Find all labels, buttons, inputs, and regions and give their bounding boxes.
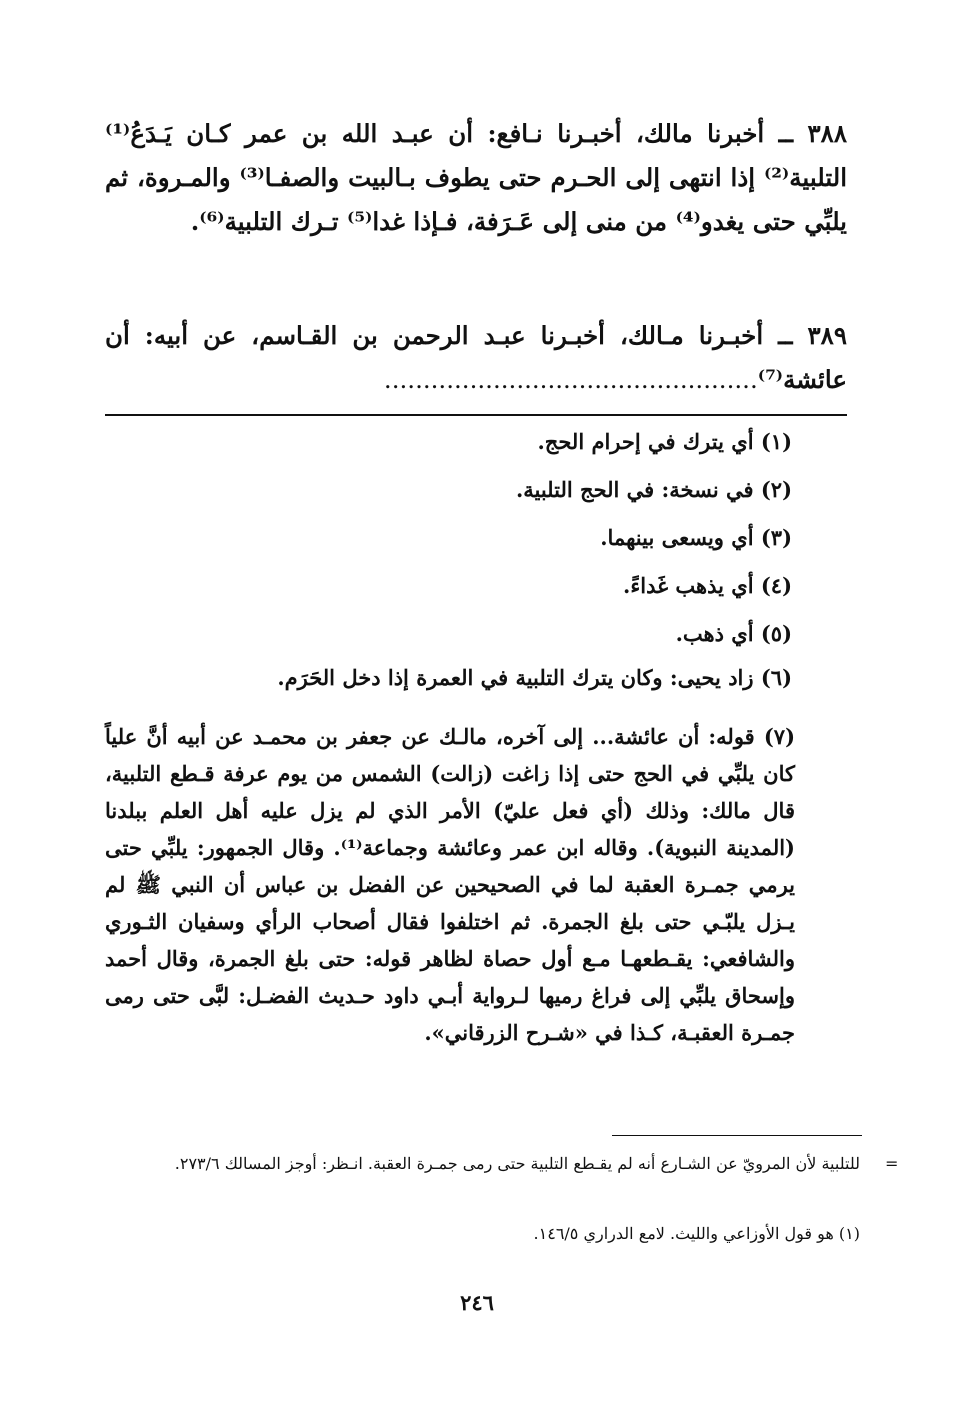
sub-footnote-separator bbox=[612, 1135, 862, 1136]
footnote-4: (٤) أي يذهب غَداءً. bbox=[623, 573, 792, 598]
footnote-7: (٧) قوله: أن عائشة... إلى آخره، مالـك عن جعفر بن محمـد عن أبيه أنَّ علياً كان يلبِّي في الحج حتى إذا زاغت (زالت) الشمس من يوم عرفة قـطع التلبية، قال مالك: وذلك (أي فعل عليّ) الأمر الذي لم يزل عليه أهل العلم ببلدنا (المدينة النبوية). وقاله ابن عمر وعائشة وجماعة⁽¹⁾. وقال الجمهور: يلبِّي حتى يرمي جمـرة العقبة لما في الصحيحين عن الفضل بن عباس أن النبي ﷺ لم يـزل يلبّـي حتى بلغ الجمرة. ثم اختلفوا فقال أصحاب الرأي وسفيان الثـوري والشافعي: يقـطعهـا مـع أول حصاة لظاهر قوله: حتى بلغ الجمرة، وقال أحمد وإسحاق يلبِّي إلى فراغ رميها لـرواية أبـي داود حـديث الفضـل: لبَّى حتى رمى جمـرة العقبـة، كـذا في «شـرح الزرقاني». bbox=[105, 724, 795, 1045]
sub-footnote-1: (١) هو قول الأوزاعي والليث. لامع الدراري ١٤٦/٥. bbox=[533, 1224, 860, 1243]
footnote-6: (٦) زاد يحيى: وكان يترك التلبية في العمرة إذا دخل الحَرَم. bbox=[277, 665, 792, 690]
footnote-5: (٥) أي ذهب. bbox=[675, 621, 792, 646]
hadith-389-text: ٣٨٩ ــ أخبـرنا مـالك، أخبـرنا عبـد الرحمن بن القـاسم، عن أبيه: أن عائشة⁽⁷⁾ bbox=[105, 321, 847, 394]
ellipsis-dots: ................................................ bbox=[383, 365, 758, 394]
footnote-3: (٣) أي ويسعى بينهما. bbox=[600, 525, 792, 550]
hadith-388-paragraph: ٣٨٨ ــ أخبرنا مالك، أخبـرنا نـافع: أن عبـد الله بن عمر كـان يَـدَعُ⁽¹⁾ التلبية⁽²⁾ إذا انتهى إلى الحـرم حتى يطوف بـالبيت والصفـا⁽³⁾ والمـروة، ثم يلبِّي حتى يغدو⁽⁴⁾ من منى إلى عَـرَفة، فـإذا غدا⁽⁵⁾ تـرك التلبية⁽⁶⁾. bbox=[105, 119, 847, 236]
footnote-list bbox=[192, 426, 792, 710]
continued-footnote bbox=[105, 1148, 860, 1180]
footnote-2: (٢) في نسخة: في الحج التلبية. bbox=[515, 477, 792, 502]
footnote-separator bbox=[105, 414, 847, 416]
continuation-marker: = bbox=[885, 1154, 899, 1173]
hadith-389-paragraph bbox=[105, 314, 847, 402]
continued-footnote-text: للتلبية لأن المرويّ عن الشـارع أنه لم يقـطع التلبية حتى رمى جمـرة العقبة. انـظر: أوجز المسالك ٢٧٣/٦. bbox=[174, 1154, 860, 1173]
footnote-1: (١) أي يترك في إحرام الحج. bbox=[537, 429, 792, 454]
page-number: ٢٤٦ bbox=[460, 1290, 494, 1315]
